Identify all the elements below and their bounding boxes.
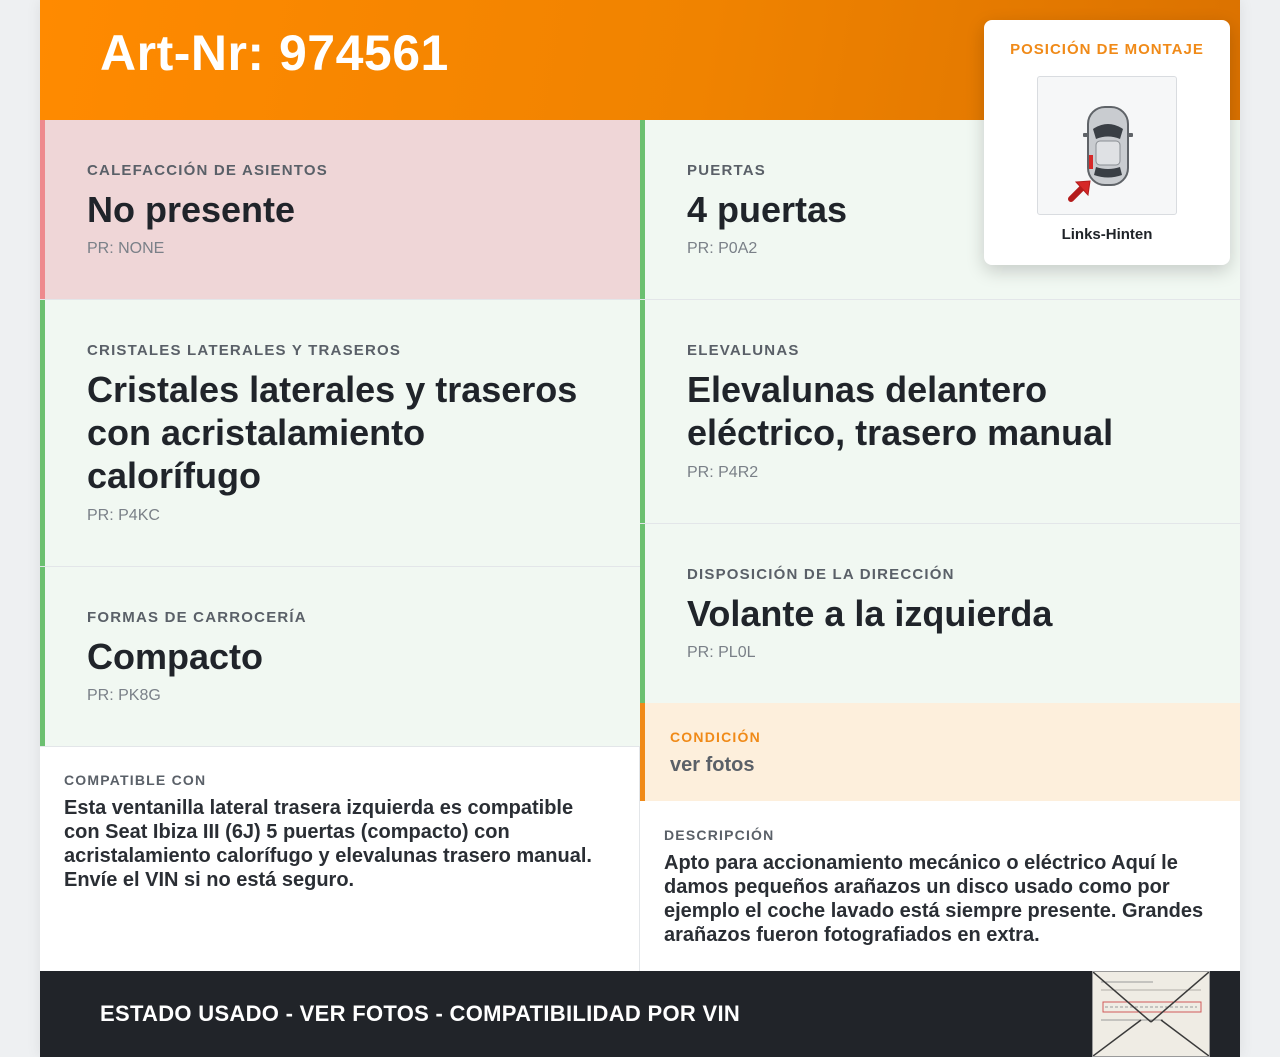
- condition-value: ver fotos: [670, 754, 755, 776]
- feature-value: No presente: [87, 189, 296, 230]
- document-thumbnail-icon: [1092, 971, 1210, 1057]
- feature-pr-code: PR: PK8G: [87, 687, 161, 704]
- registration-document-icon: [1093, 972, 1209, 1056]
- feature-label: PUERTAS: [687, 162, 766, 179]
- feature-pr-code: PR: P4KC: [87, 507, 160, 524]
- feature-pr-code: PR: P4R2: [687, 464, 759, 481]
- feature-label: FORMAS DE CARROCERÍA: [87, 609, 307, 626]
- feature-card-windows: [640, 300, 1240, 524]
- feature-card-glass: [40, 300, 640, 567]
- feature-pr-code: PR: NONE: [87, 240, 165, 257]
- car-position-image: [1037, 76, 1177, 215]
- car-topview-icon: [1038, 77, 1176, 214]
- feature-value: Cristales laterales y traseros con acristalamiento calorífugo: [87, 369, 578, 496]
- feature-card-seat-heating: [40, 120, 640, 300]
- feature-value: Elevalunas delantero eléctrico, trasero manual: [687, 369, 1114, 453]
- feature-pr-code: PR: P0A2: [687, 240, 758, 257]
- footer-bar: [40, 971, 1240, 1057]
- condition-label: CONDICIÓN: [670, 729, 761, 745]
- description-label: DESCRIPCIÓN: [664, 827, 775, 843]
- feature-value: Volante a la izquierda: [687, 593, 1053, 634]
- footer-text: ESTADO USADO - VER FOTOS - COMPATIBILIDAD POR VIN: [100, 1001, 741, 1026]
- feature-label: ELEVALUNAS: [687, 342, 800, 359]
- divider: [40, 566, 640, 567]
- compatible-label: COMPATIBLE CON: [64, 772, 207, 788]
- feature-label: DISPOSICIÓN DE LA DIRECCIÓN: [687, 566, 955, 583]
- feature-value: Compacto: [87, 636, 264, 677]
- feature-pr-code: PR: PL0L: [687, 644, 756, 661]
- mounting-position-card: [984, 20, 1230, 265]
- divider: [40, 746, 640, 747]
- compatible-text: Esta ventanilla lateral trasera izquierda es compatible con Seat Ibiza III (6J) 5 puertas (compacto) con acristalamiento calorífugo y elevalunas trasero manual. Envíe el VIN si no está seguro.: [64, 797, 592, 891]
- divider: [40, 299, 640, 300]
- feature-value: 4 puertas: [687, 189, 848, 230]
- mounting-title: POSICIÓN DE MONTAJE: [1010, 41, 1204, 58]
- compatible-section: [64, 772, 614, 892]
- mounting-position-label: Links-Hinten: [1061, 226, 1153, 243]
- product-sheet: [40, 0, 1240, 1057]
- divider: [640, 299, 1240, 300]
- feature-card-body: [40, 567, 640, 747]
- feature-label: CALEFACCIÓN DE ASIENTOS: [87, 162, 328, 179]
- divider: [640, 523, 1240, 524]
- feature-label: CRISTALES LATERALES Y TRASEROS: [87, 342, 402, 359]
- description-section: [664, 827, 1219, 947]
- feature-card-steering: [640, 524, 1240, 704]
- description-text: Apto para accionamiento mecánico o eléctrico Aquí le damos pequeños arañazos un disco usado como por ejemplo el coche lavado está siempre presente. Grandes arañazos fueron fotografiados en extra.: [664, 852, 1204, 946]
- article-number-title: Art-Nr: 974561: [100, 25, 449, 81]
- column-divider: [639, 746, 640, 971]
- condition-box: [640, 703, 1240, 801]
